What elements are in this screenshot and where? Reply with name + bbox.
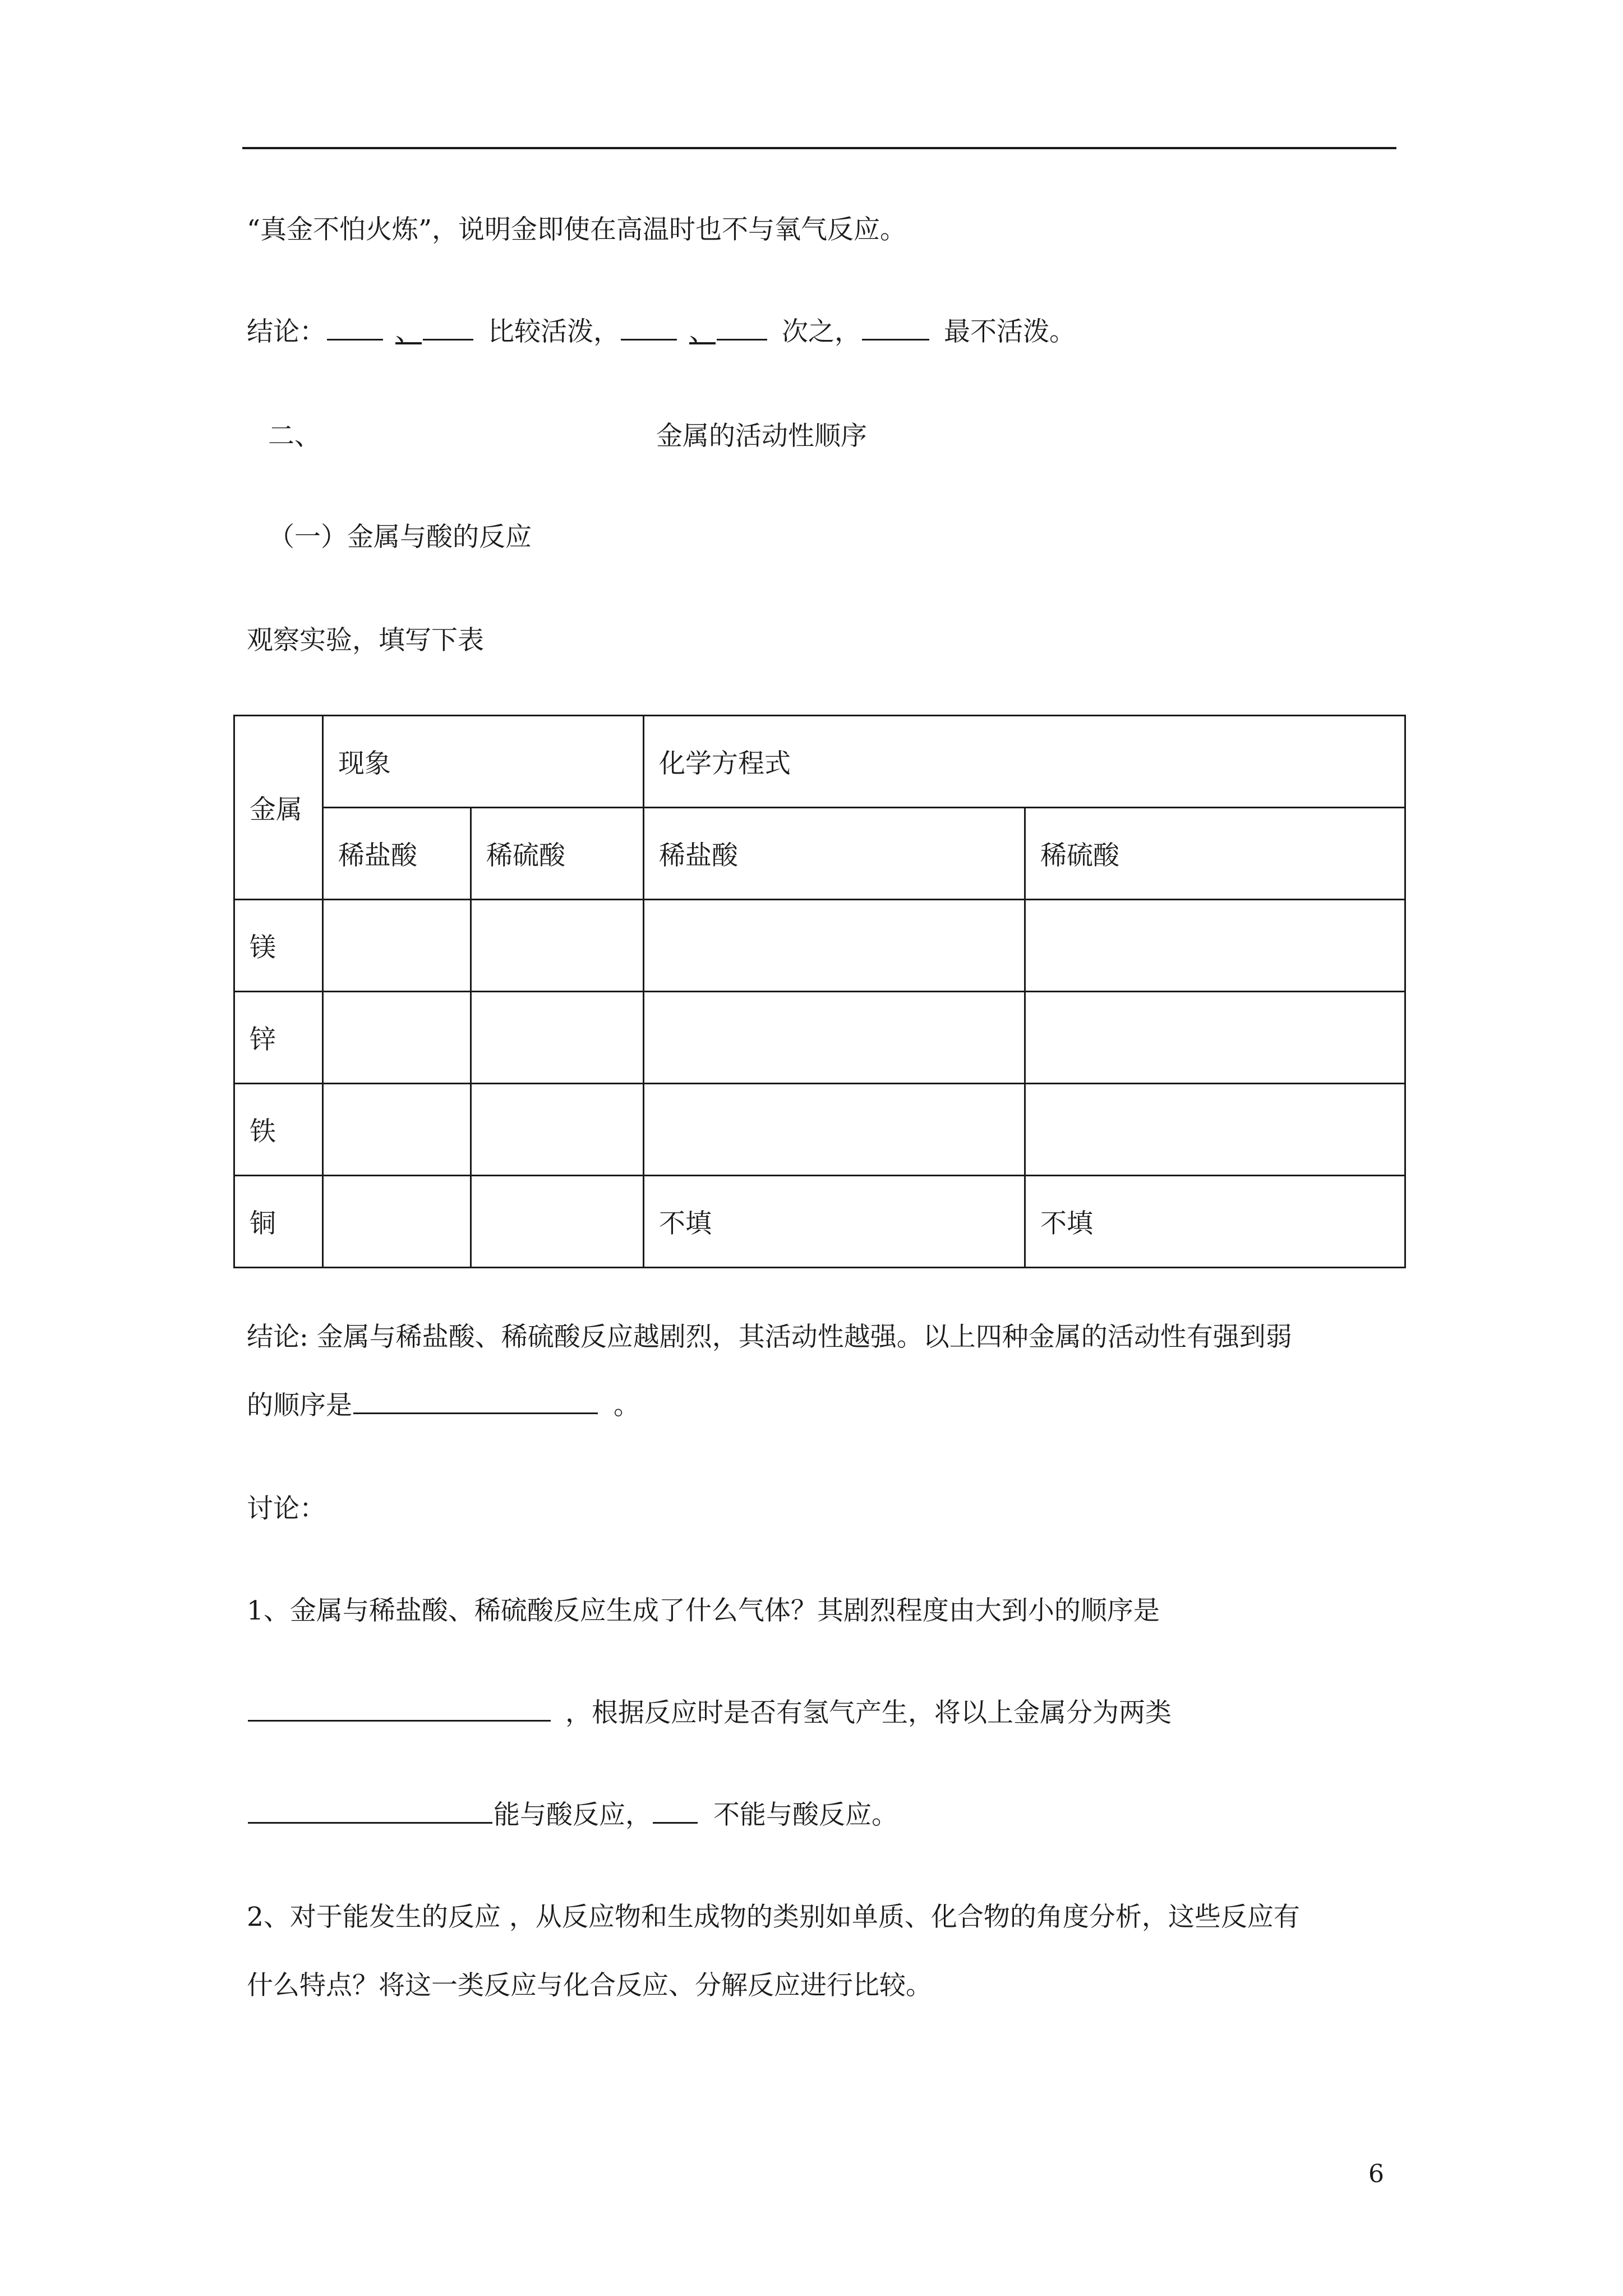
question-2-line-1: 2、对于能发生的反应 ，从反应物和生成物的类别如单质、化合物的角度分析，这些反应有 [247, 1902, 1300, 1932]
section-2-title: 金属的活动性顺序 [656, 421, 867, 452]
conclusion-1 [247, 315, 1076, 349]
header-rule [242, 147, 1396, 149]
phenomenon-h2so4-cell[interactable] [471, 900, 644, 992]
subheader-phenomenon-h2so4: 稀硫酸 [471, 808, 644, 900]
question-2-line-2: 什么特点？将这一类反应与化合反应、分解反应进行比较。 [247, 1970, 932, 2001]
table-row [234, 900, 1405, 992]
intro-line: “真金不怕火炼”，说明金即使在高温时也不与氧气反应。 [247, 214, 907, 245]
table-subheader-row [234, 808, 1405, 900]
equation-h2so4-cell: 不填 [1025, 1176, 1405, 1268]
equation-hcl-cell[interactable] [644, 1084, 1025, 1176]
discussion-label: 讨论： [247, 1493, 326, 1524]
conclusion-1-label: 结论： [247, 316, 326, 347]
conclusion-2-prefix: 的顺序是 [247, 1390, 352, 1421]
equation-h2so4-cell[interactable] [1025, 900, 1405, 992]
metal-cell: 镁 [234, 900, 323, 992]
question-1-line-3-mid: 能与酸反应， [494, 1800, 652, 1830]
metal-cell: 锌 [234, 992, 323, 1084]
subheader-equation-h2so4: 稀硫酸 [1025, 808, 1405, 900]
equation-hcl-cell[interactable] [644, 992, 1025, 1084]
conclusion-1-text-2: 次之， [782, 316, 861, 347]
page-number: 6 [1368, 2160, 1384, 2188]
table-row [234, 1176, 1405, 1268]
table-row [234, 1084, 1405, 1176]
phenomenon-hcl-cell[interactable] [323, 1084, 471, 1176]
subsection-1-title: （一）金属与酸的反应 [268, 522, 532, 553]
question-1-line-2-text: ，根据反应时是否有氢气产生，将以上金属分为两类 [565, 1697, 1172, 1728]
metal-cell: 铜 [234, 1176, 323, 1268]
subheader-equation-hcl: 稀盐酸 [644, 808, 1025, 900]
header-phenomenon: 现象 [323, 716, 644, 808]
table-header-row [234, 716, 1405, 808]
phenomenon-h2so4-cell[interactable] [471, 1084, 644, 1176]
conclusion-1-text-1: 比较活泼， [488, 316, 620, 347]
table-row [234, 992, 1405, 1084]
phenomenon-hcl-cell[interactable] [323, 900, 471, 992]
blank-field[interactable] [653, 1798, 698, 1824]
blank-field[interactable] [862, 315, 929, 341]
blank-field[interactable] [248, 1798, 492, 1824]
section-2-number: 二、 [268, 421, 321, 452]
question-1-line-3-suffix: 不能与酸反应。 [713, 1800, 898, 1830]
equation-hcl-cell: 不填 [644, 1176, 1025, 1268]
blank-field[interactable] [353, 1389, 598, 1414]
conclusion-2-suffix: 。 [614, 1390, 640, 1421]
blank-field[interactable] [717, 315, 767, 341]
phenomenon-hcl-cell[interactable] [323, 992, 471, 1084]
conclusion-1-sep-2: 、 [689, 316, 716, 347]
results-table [233, 715, 1406, 1268]
phenomenon-h2so4-cell[interactable] [471, 992, 644, 1084]
conclusion-2-line-2 [247, 1389, 640, 1423]
question-1-line-1: 1、金属与稀盐酸、稀硫酸反应生成了什么气体？其剧烈程度由大到小的顺序是 [247, 1595, 1160, 1626]
conclusion-1-sep-1: 、 [395, 316, 422, 347]
blank-field[interactable] [423, 315, 473, 341]
blank-field[interactable] [248, 1696, 551, 1722]
instruction-text: 观察实验，填写下表 [247, 625, 484, 656]
blank-field[interactable] [327, 315, 383, 341]
blank-field[interactable] [621, 315, 677, 341]
phenomenon-hcl-cell[interactable] [323, 1176, 471, 1268]
question-1-line-2 [247, 1696, 1172, 1730]
equation-hcl-cell[interactable] [644, 900, 1025, 992]
equation-h2so4-cell[interactable] [1025, 1084, 1405, 1176]
conclusion-2-line-1: 结论: 金属与稀盐酸、稀硫酸反应越剧烈，其活动性越强。以上四种金属的活动性有强到弱 [247, 1322, 1292, 1352]
header-metal: 金属 [234, 716, 323, 900]
question-1-line-3 [247, 1798, 898, 1832]
equation-h2so4-cell[interactable] [1025, 992, 1405, 1084]
subheader-phenomenon-hcl: 稀盐酸 [323, 808, 471, 900]
metal-cell: 铁 [234, 1084, 323, 1176]
conclusion-1-text-3: 最不活泼。 [944, 316, 1076, 347]
header-equation: 化学方程式 [644, 716, 1405, 808]
phenomenon-h2so4-cell[interactable] [471, 1176, 644, 1268]
